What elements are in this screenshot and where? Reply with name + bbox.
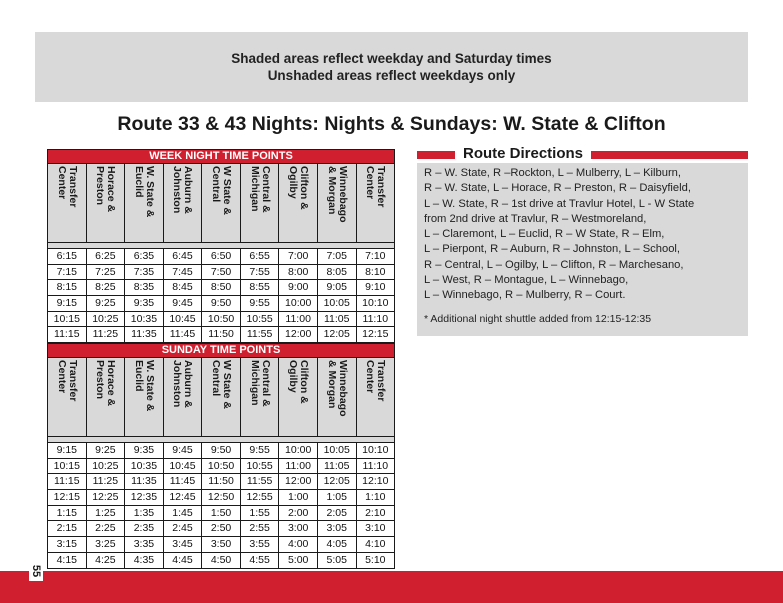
time-cell: 6:50 <box>201 249 240 264</box>
time-cell: 9:25 <box>86 443 125 458</box>
column-header <box>48 164 86 242</box>
time-cell: 4:45 <box>163 553 202 568</box>
table-row <box>48 280 394 296</box>
time-cell: 7:35 <box>124 265 163 280</box>
time-cell: 9:55 <box>240 443 279 458</box>
table-row <box>48 553 394 568</box>
time-cell: 8:05 <box>317 265 356 280</box>
time-cell: 11:10 <box>356 459 395 474</box>
column-header-label: Auburn & Johnston <box>171 360 195 408</box>
time-cell: 11:15 <box>54 328 80 341</box>
time-cell: 12:50 <box>201 490 240 505</box>
time-cell: 10:45 <box>163 312 202 327</box>
table-row <box>48 312 394 328</box>
column-header <box>278 164 317 242</box>
time-cell: 11:05 <box>317 312 356 327</box>
table-row <box>48 296 394 312</box>
column-header-label: Central & Michigan <box>248 360 272 407</box>
time-cell: 11:35 <box>124 327 163 342</box>
column-header <box>86 358 125 436</box>
time-cell: 3:15 <box>56 538 77 551</box>
time-cell: 1:25 <box>86 506 125 521</box>
time-cell: 9:00 <box>278 280 317 295</box>
time-cell: 9:50 <box>201 443 240 458</box>
time-cell: 10:45 <box>163 459 202 474</box>
time-cell: 9:25 <box>86 296 125 311</box>
time-cell: 7:00 <box>278 249 317 264</box>
time-cell: 11:45 <box>163 474 202 489</box>
time-cell: 7:55 <box>240 265 279 280</box>
time-cell: 10:10 <box>356 296 395 311</box>
directions-text <box>424 166 742 304</box>
time-cell: 11:25 <box>86 474 125 489</box>
time-cell: 11:00 <box>278 459 317 474</box>
table-row <box>48 474 394 490</box>
table-row <box>48 327 394 342</box>
time-cell: 4:10 <box>356 537 395 552</box>
column-header-label: W State & Central <box>210 360 234 410</box>
time-cell: 10:50 <box>201 312 240 327</box>
direction-line: R – W. State, L – Horace, R – Preston, R – Daisyfield, <box>424 182 691 195</box>
time-cell: 6:25 <box>86 249 125 264</box>
time-cell: 8:10 <box>356 265 395 280</box>
time-cell: 8:00 <box>278 265 317 280</box>
column-header-label: W State & Central <box>210 166 234 216</box>
time-cell: 10:05 <box>317 443 356 458</box>
time-cell: 12:05 <box>317 327 356 342</box>
page-number <box>29 561 43 581</box>
time-cell: 8:15 <box>56 281 77 294</box>
time-cell: 1:00 <box>278 490 317 505</box>
time-cell: 1:05 <box>317 490 356 505</box>
direction-line: L – W. State, R – 1st drive at Travlur Hotel, L - W State <box>424 197 695 210</box>
table-row <box>48 521 394 537</box>
time-cell: 10:10 <box>356 443 395 458</box>
route-directions-box <box>417 163 748 336</box>
time-cell: 6:35 <box>124 249 163 264</box>
column-header <box>356 164 395 242</box>
time-cell: 11:45 <box>163 327 202 342</box>
time-cell: 3:10 <box>356 521 395 536</box>
time-cell: 11:50 <box>201 327 240 342</box>
column-header-label: Winnebago & Morgan <box>325 360 349 417</box>
page-title: Route 33 & 43 Nights: Nights & Sundays: W. State & Clifton <box>117 113 666 135</box>
time-cell: 3:55 <box>240 537 279 552</box>
direction-line: L – West, R – Montague, L – Winnebago, <box>424 274 629 287</box>
time-cell: 9:35 <box>124 296 163 311</box>
time-cell: 12:10 <box>356 474 395 489</box>
time-cell: 3:50 <box>201 537 240 552</box>
sunday-timetable <box>47 343 395 569</box>
time-cell: 10:25 <box>86 459 125 474</box>
direction-line: L – Winnebago, R – Mulberry, R – Court. <box>424 289 626 302</box>
column-header-label: W. State & Euclid <box>132 166 156 218</box>
time-cell: 12:05 <box>317 474 356 489</box>
notice-line-1: Shaded areas reflect weekday and Saturday times <box>231 51 552 66</box>
table-row <box>48 249 394 265</box>
time-cell: 9:50 <box>201 296 240 311</box>
column-header <box>124 358 163 436</box>
direction-line: from 2nd drive at Travlur, R – Westmoreland, <box>424 212 647 225</box>
time-cell: 2:10 <box>356 506 395 521</box>
time-cell: 2:55 <box>240 521 279 536</box>
column-header <box>201 164 240 242</box>
time-cell: 3:05 <box>317 521 356 536</box>
time-cell: 2:35 <box>124 521 163 536</box>
time-cell: 4:00 <box>278 537 317 552</box>
column-header <box>124 164 163 242</box>
time-cell: 1:35 <box>124 506 163 521</box>
time-cell: 9:15 <box>56 444 77 456</box>
shuttle-note: * Additional night shuttle added from 12:15-12:35 <box>424 312 652 325</box>
column-header <box>317 358 356 436</box>
time-cell: 8:35 <box>124 280 163 295</box>
time-cell: 3:25 <box>86 537 125 552</box>
column-header-label: Transfer Center <box>364 166 388 208</box>
time-cell: 10:15 <box>53 312 80 325</box>
column-header-label: W. State & Euclid <box>132 360 156 412</box>
time-cell: 10:35 <box>124 459 163 474</box>
notice-line-2: Unshaded areas reflect weekdays only <box>267 68 516 83</box>
time-cell: 2:15 <box>56 522 77 535</box>
time-cell: 9:10 <box>356 280 395 295</box>
direction-line: R – Central, L – Ogilby, L – Clifton, R – Marchesano, <box>424 258 684 271</box>
weeknight-table-title: WEEK NIGHT TIME POINTS <box>48 150 394 164</box>
column-header <box>48 358 86 436</box>
time-cell: 12:45 <box>163 490 202 505</box>
column-header-label: Clifton & Ogilby <box>287 166 311 210</box>
sunday-table-title: SUNDAY TIME POINTS <box>48 344 394 358</box>
time-cell: 12:00 <box>278 327 317 342</box>
column-header-label: Transfer Center <box>55 360 79 402</box>
time-cell: 7:50 <box>201 265 240 280</box>
time-cell: 12:15 <box>356 327 395 342</box>
time-cell: 9:45 <box>163 443 202 458</box>
time-cell: 8:55 <box>240 280 279 295</box>
footer-bar <box>0 571 783 603</box>
time-cell: 8:25 <box>86 280 125 295</box>
time-cell: 4:05 <box>317 537 356 552</box>
column-header-label: Transfer Center <box>55 166 79 208</box>
time-cell: 10:05 <box>317 296 356 311</box>
time-cell: 12:55 <box>240 490 279 505</box>
time-cell: 8:50 <box>201 280 240 295</box>
time-cell: 10:00 <box>278 443 317 458</box>
table-row <box>48 265 394 281</box>
weeknight-timetable <box>47 149 395 343</box>
column-header <box>201 358 240 436</box>
column-header <box>278 358 317 436</box>
time-cell: 1:50 <box>201 506 240 521</box>
weeknight-column-headers <box>48 164 394 243</box>
column-header-label: Central & Michigan <box>248 166 272 213</box>
time-cell: 7:05 <box>317 249 356 264</box>
time-cell: 10:35 <box>124 312 163 327</box>
time-cell: 3:35 <box>124 537 163 552</box>
shading-notice <box>35 32 748 102</box>
time-cell: 10:55 <box>240 312 279 327</box>
column-header <box>163 164 202 242</box>
column-header <box>240 164 279 242</box>
time-cell: 4:25 <box>86 553 125 568</box>
direction-line: L – Claremont, L – Euclid, R – W State, R – Elm, <box>424 228 665 241</box>
sunday-table-body <box>48 443 394 568</box>
time-cell: 5:05 <box>317 553 356 568</box>
time-cell: 2:45 <box>163 521 202 536</box>
time-cell: 2:00 <box>278 506 317 521</box>
time-cell: 12:25 <box>86 490 125 505</box>
time-cell: 6:55 <box>240 249 279 264</box>
time-cell: 7:10 <box>356 249 395 264</box>
time-cell: 4:15 <box>56 553 77 566</box>
time-cell: 7:25 <box>86 265 125 280</box>
time-cell: 1:15 <box>56 506 77 519</box>
time-cell: 11:10 <box>356 312 395 327</box>
time-cell: 1:10 <box>356 490 395 505</box>
time-cell: 10:00 <box>278 296 317 311</box>
column-header <box>317 164 356 242</box>
time-cell: 3:00 <box>278 521 317 536</box>
column-header-label: Horace & Preston <box>94 360 118 407</box>
time-cell: 12:15 <box>53 491 80 504</box>
time-cell: 10:55 <box>240 459 279 474</box>
time-cell: 2:50 <box>201 521 240 536</box>
column-header <box>86 164 125 242</box>
time-cell: 8:45 <box>163 280 202 295</box>
time-cell: 11:55 <box>240 327 279 342</box>
time-cell: 10:15 <box>53 459 80 472</box>
column-header-label: Auburn & Johnston <box>171 166 195 214</box>
column-header-label: Clifton & Ogilby <box>287 360 311 404</box>
table-row <box>48 490 394 506</box>
time-cell: 6:45 <box>163 249 202 264</box>
time-cell: 11:00 <box>278 312 317 327</box>
time-cell: 7:45 <box>163 265 202 280</box>
time-cell: 9:35 <box>124 443 163 458</box>
column-header <box>356 358 395 436</box>
column-header-label: Transfer Center <box>364 360 388 402</box>
column-header <box>163 358 202 436</box>
time-cell: 6:15 <box>56 250 77 262</box>
time-cell: 1:45 <box>163 506 202 521</box>
time-cell: 9:05 <box>317 280 356 295</box>
table-row <box>48 506 394 522</box>
time-cell: 11:50 <box>201 474 240 489</box>
time-cell: 12:00 <box>278 474 317 489</box>
column-header-label: Winnebago & Morgan <box>325 166 349 223</box>
column-header <box>240 358 279 436</box>
time-cell: 11:55 <box>240 474 279 489</box>
time-cell: 11:05 <box>317 459 356 474</box>
page-number-text: 55 <box>30 564 42 578</box>
direction-line: L – Pierpont, R – Auburn, R – Johnston, L – School, <box>424 243 681 256</box>
time-cell: 4:50 <box>201 553 240 568</box>
time-cell: 7:15 <box>56 265 77 278</box>
time-cell: 11:15 <box>54 475 80 488</box>
time-cell: 2:05 <box>317 506 356 521</box>
sunday-column-headers <box>48 358 394 437</box>
time-cell: 5:10 <box>356 553 395 568</box>
time-cell: 5:00 <box>278 553 317 568</box>
time-cell: 9:15 <box>56 297 77 310</box>
table-row <box>48 443 394 459</box>
directions-title: Route Directions <box>455 144 591 164</box>
column-header-label: Horace & Preston <box>94 166 118 213</box>
time-cell: 11:25 <box>86 327 125 342</box>
time-cell: 11:35 <box>124 474 163 489</box>
time-cell: 2:25 <box>86 521 125 536</box>
table-row <box>48 459 394 475</box>
time-cell: 3:45 <box>163 537 202 552</box>
time-cell: 9:55 <box>240 296 279 311</box>
direction-line: R – W. State, R –Rockton, L – Mulberry, L – Kilburn, <box>424 167 682 179</box>
weeknight-table-body <box>48 249 394 342</box>
table-row <box>48 537 394 553</box>
time-cell: 10:25 <box>86 312 125 327</box>
time-cell: 1:55 <box>240 506 279 521</box>
time-cell: 10:50 <box>201 459 240 474</box>
time-cell: 4:35 <box>124 553 163 568</box>
time-cell: 4:55 <box>240 553 279 568</box>
time-cell: 9:45 <box>163 296 202 311</box>
time-cell: 12:35 <box>124 490 163 505</box>
